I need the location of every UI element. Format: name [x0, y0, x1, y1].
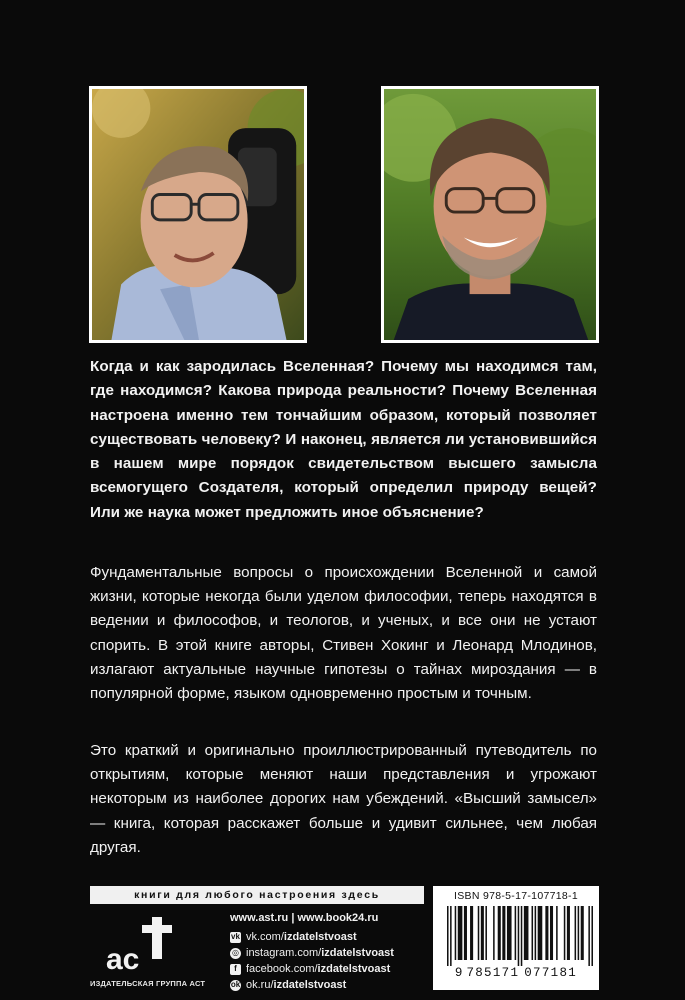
facebook-icon: f [230, 964, 241, 975]
author-portrait-right-image [384, 89, 596, 340]
social-handle: izdatelstvoast [283, 931, 357, 943]
website-links[interactable]: www.ast.ru | www.book24.ru [230, 912, 379, 924]
instagram-icon: ◎ [230, 948, 241, 959]
barcode-digits [433, 966, 599, 980]
summary-paragraph: Это краткий и оригинально проиллюстрированный путеводитель по открытиям, которые меняют наши представления и угрожают некоторым из наиболее дорогих нам убеждений. «Высший замысел» — книга, которая расскажет больше и удивит сильнее, чем любая другая. [90, 742, 597, 856]
isbn-label: ISBN 978-5-17-107718-1 [454, 890, 578, 902]
publisher-caption: ИЗДАТЕЛЬСКАЯ ГРУППА АСТ [90, 979, 206, 988]
vk-icon: vk [231, 932, 240, 941]
social-prefix: vk.com/ [246, 931, 284, 943]
social-handle: izdatelstvoast [321, 947, 394, 959]
publisher-links [230, 912, 430, 993]
barcode-digit-group-2: 785171 [466, 966, 520, 980]
tagline-banner [90, 886, 424, 904]
odnoklassniki-icon: ok [230, 980, 241, 989]
tagline-text: книги для любого настроения здесь [134, 889, 380, 901]
barcode-image [447, 906, 593, 966]
social-handle: izdatelstvoast [273, 979, 347, 991]
barcode-digit-group-3: 077181 [524, 966, 578, 980]
social-link-odnoklassniki[interactable] [230, 977, 430, 993]
author-photo-left [89, 86, 307, 343]
social-link-vk[interactable] [230, 929, 430, 945]
author-photo-right [381, 86, 599, 343]
description-paragraph: Фундаментальные вопросы о происхождении Вселенной и самой жизни, которые некогда были уделом философии, теперь находятся в ведении и философов, и теологов, и ученых, и все они не устают спорить. В этой книге авторы, Стивен Хокинг и Леонард Млодинов, излагают актуальные научные гипотезы о тайнах мироздания — в популярной форме, языком одновременно простым и точным. [90, 564, 597, 703]
social-link-facebook[interactable] [230, 961, 430, 977]
author-portrait-left-image [92, 89, 304, 340]
social-prefix: ok.ru/ [246, 979, 274, 991]
logo-lettering: ас [106, 943, 140, 976]
isbn-barcode-box [433, 886, 599, 990]
social-prefix: instagram.com/ [246, 947, 322, 959]
intro-questions-paragraph: Когда и как зародилась Вселенная? Почему мы находимся там, где находимся? Какова природа реальности? Почему Вселенная настроена именно тем тончайшим образом, который позволяет существовать человеку? И наконец, является ли установившийся в нашем мире порядок свидетельством высшего замысла всемогущего Создателя, который определил природу вещей? Или же наука может предложить иное объяснение? [90, 358, 597, 521]
social-handle: izdatelstvoast [317, 963, 391, 975]
barcode-digit-group-1: 9 [454, 966, 463, 980]
social-prefix: facebook.com/ [246, 963, 318, 975]
social-link-instagram[interactable] [230, 945, 430, 961]
